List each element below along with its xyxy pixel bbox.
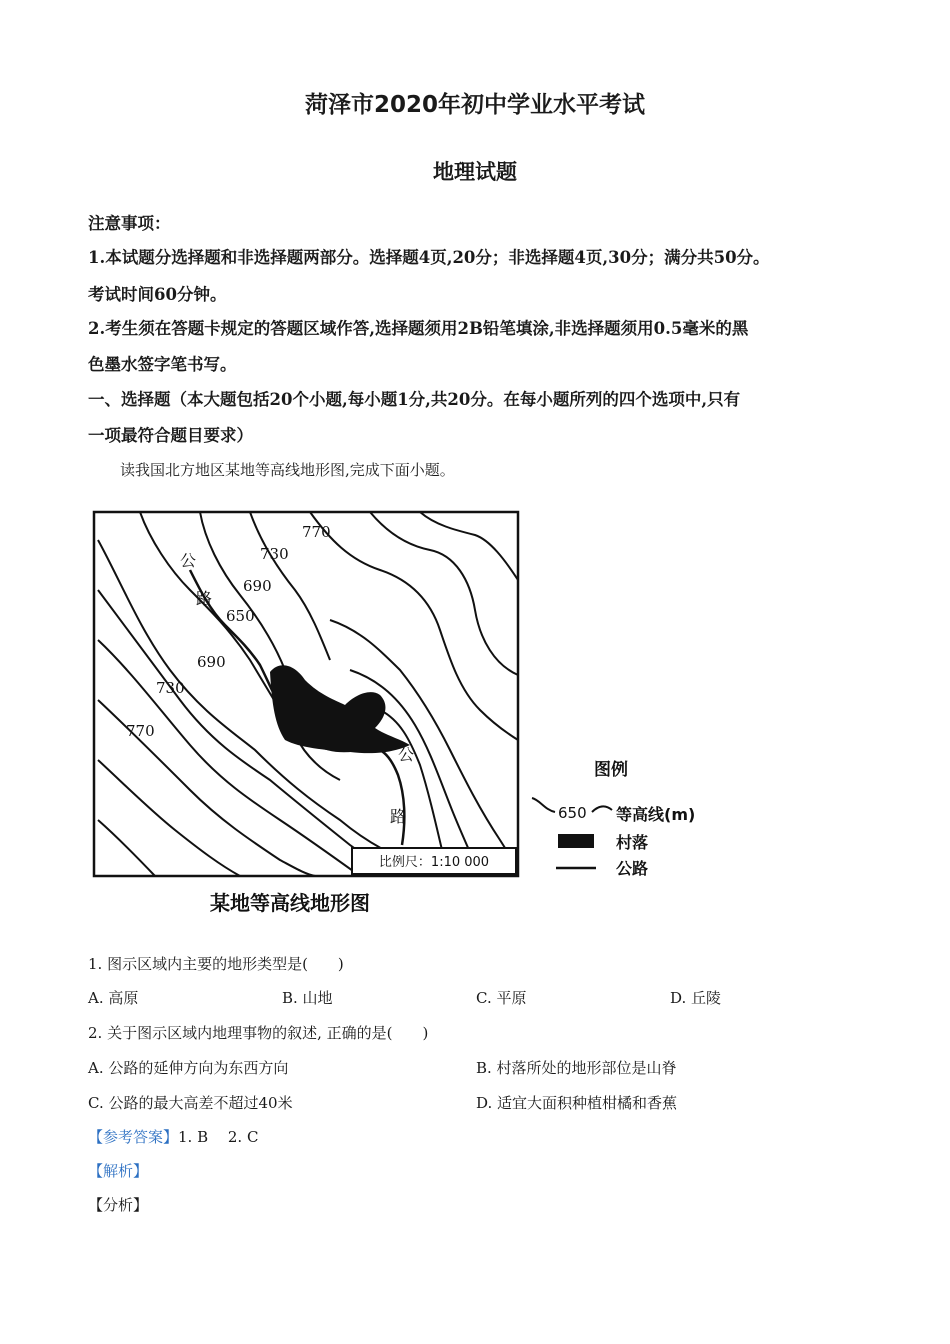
legend-contour-value: 650 — [558, 804, 587, 822]
question-2-option-c[interactable]: C. 公路的最大高差不超过40米 — [88, 1094, 293, 1112]
contour-label: 770 — [302, 523, 331, 541]
question-1-option-c[interactable]: C. 平原 — [476, 989, 527, 1007]
contour-map-figure — [80, 500, 720, 930]
road-label: 路 — [390, 807, 407, 826]
contour-label: 730 — [156, 679, 185, 697]
section1-intro: 读我国北方地区某地等高线地形图,完成下面小题。 — [120, 461, 455, 479]
village-area — [270, 665, 410, 753]
page-subtitle: 地理试题 — [433, 160, 517, 184]
contour-label: 690 — [243, 577, 272, 595]
question-2-option-d[interactable]: D. 适宜大面积种植柑橘和香蕉 — [476, 1094, 678, 1112]
question-1-option-b[interactable]: B. 山地 — [282, 989, 333, 1007]
contour-line — [98, 760, 240, 876]
answer-line — [88, 1126, 258, 1147]
question-1-option-d[interactable]: D. 丘陵 — [670, 989, 722, 1007]
contour-label: 770 — [126, 722, 155, 740]
road-label: 公 — [180, 551, 197, 570]
question-2-option-a[interactable]: A. 公路的延伸方向为东西方向 — [88, 1059, 289, 1077]
contour-line — [370, 512, 518, 675]
scale-text: 比例尺：1:10 000 — [378, 855, 490, 870]
legend-village-label: 村落 — [616, 833, 649, 852]
legend-contour-line — [592, 806, 612, 812]
page-title: 菏泽市2020年初中学业水平考试 — [304, 92, 645, 118]
legend-village-swatch — [558, 834, 594, 848]
question-2-option-b[interactable]: B. 村落所处的地形部位是山脊 — [476, 1059, 677, 1077]
notice-item1-line2: 考试时间60分钟。 — [88, 285, 227, 304]
section1-line2: 一项最符合题目要求） — [88, 426, 253, 445]
question-1-stem: 1. 图示区域内主要的地形类型是( ) — [88, 955, 344, 973]
notice-item2-line1: 2.考生须在答题卡规定的答题区域作答,选择题须用2B铅笔填涂,非选择题须用0.5毫米的黑 — [88, 319, 749, 338]
answer-value: 1. B 2. C — [178, 1128, 259, 1146]
question-1-option-a[interactable]: A. 高原 — [88, 989, 139, 1007]
contour-label: 650 — [226, 607, 255, 625]
contour-line — [98, 640, 360, 876]
contour-label: 690 — [197, 653, 226, 671]
contour-line — [98, 820, 155, 876]
contour-label: 730 — [260, 545, 289, 563]
notice-item2-line2: 色墨水签字笔书写。 — [88, 355, 237, 374]
notice-heading: 注意事项： — [88, 214, 171, 233]
legend-contour-line — [532, 798, 555, 812]
question-2-stem: 2. 关于图示区域内地理事物的叙述, 正确的是( ) — [88, 1024, 429, 1042]
analysis-label: 【解析】 — [88, 1162, 149, 1180]
fenxi-label: 【分析】 — [88, 1196, 149, 1214]
road-label: 路 — [196, 589, 213, 608]
road-label: 公 — [398, 745, 415, 764]
legend-road-label: 公路 — [616, 859, 649, 878]
notice-item1-line1: 1.本试题分选择题和非选择题两部分。选择题4页,20分；非选择题4页,30分；满分共50分。 — [88, 248, 770, 267]
section1-line1: 一、选择题（本大题包括20个小题,每小题1分,共20分。在每小题所列的四个选项中,只有 — [88, 390, 741, 409]
map-caption: 某地等高线地形图 — [210, 891, 370, 915]
legend-title: 图例 — [594, 760, 628, 780]
contour-line — [420, 512, 518, 580]
answer-label: 【参考答案】 — [88, 1128, 179, 1146]
legend-contour-label: 等高线(m) — [616, 805, 696, 824]
